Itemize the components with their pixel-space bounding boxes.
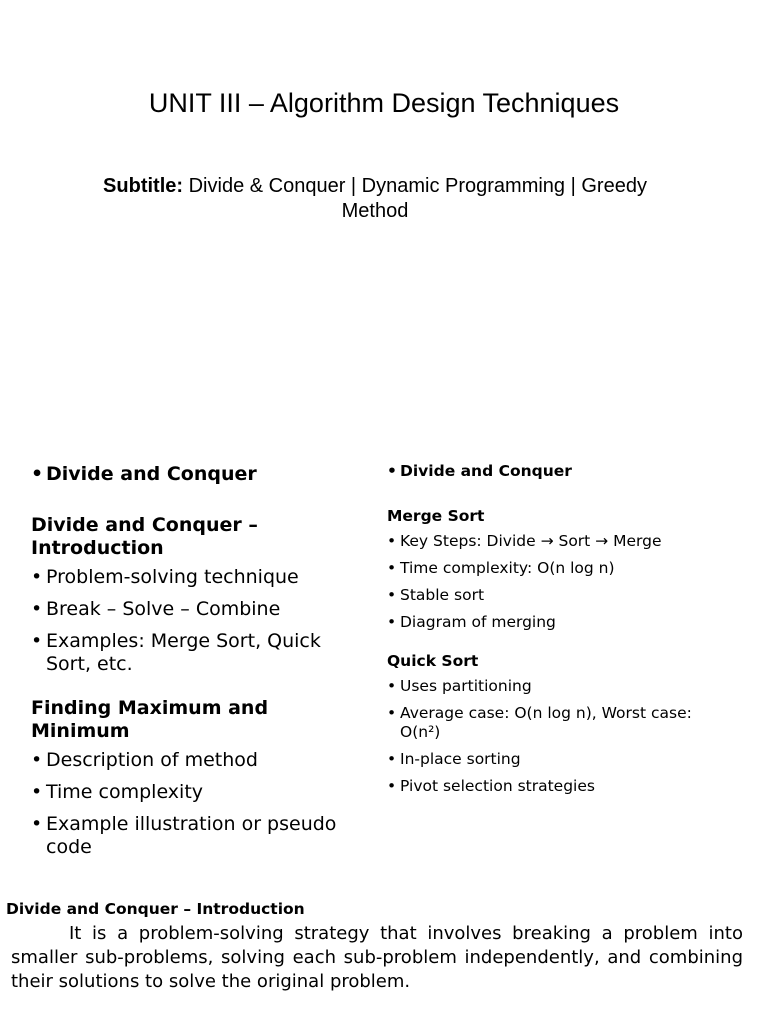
subtitle-label: Subtitle: — [103, 175, 184, 197]
list-item: • Uses partitioning — [387, 677, 707, 696]
subtitle — [92, 174, 658, 224]
section-heading: Finding Maximum and Minimum — [31, 697, 269, 742]
left-section-maxmin — [31, 697, 361, 859]
intro-heading: Divide and Conquer – Introduction — [6, 900, 305, 918]
right-section-quick-sort — [387, 652, 707, 796]
list-item: • Average case: O(n log n), Worst case: O(n²) — [387, 704, 707, 742]
left-section-intro — [31, 514, 361, 676]
list-item: • In-place sorting — [387, 750, 707, 769]
intro-paragraph: It is a problem-solving strategy that involves breaking a problem into smaller sub-problems, solving each sub-problem independently, and combining their solutions to solve the original problem. — [11, 923, 743, 992]
list-item: • Description of method — [31, 749, 361, 772]
subtitle-text: Divide & Conquer | Dynamic Programming | Greedy Method — [188, 175, 647, 222]
list-item: • Diagram of merging — [387, 613, 707, 632]
list-item: • Break – Solve – Combine — [31, 598, 361, 621]
page-title: UNIT III – Algorithm Design Techniques — [148, 88, 620, 118]
list-item: • Time complexity — [31, 781, 361, 804]
section-heading: Quick Sort — [387, 652, 479, 670]
right-section-merge-sort — [387, 507, 707, 632]
section-heading: Merge Sort — [387, 507, 485, 525]
left-top-item: • Divide and Conquer — [31, 463, 361, 486]
list-item: • Key Steps: Divide → Sort → Merge — [387, 532, 707, 551]
left-column — [31, 463, 361, 868]
list-item: • Problem-solving technique — [31, 566, 361, 589]
list-item: • Time complexity: O(n log n) — [387, 559, 707, 578]
list-item: • Example illustration or pseudo code — [31, 813, 361, 859]
list-item: • Examples: Merge Sort, Quick Sort, etc. — [31, 630, 361, 676]
section-heading: Divide and Conquer – Introduction — [31, 514, 258, 559]
list-item: • Pivot selection strategies — [387, 777, 707, 796]
list-item: • Stable sort — [387, 586, 707, 605]
right-column — [387, 462, 707, 804]
right-top-item: • Divide and Conquer — [387, 462, 707, 481]
